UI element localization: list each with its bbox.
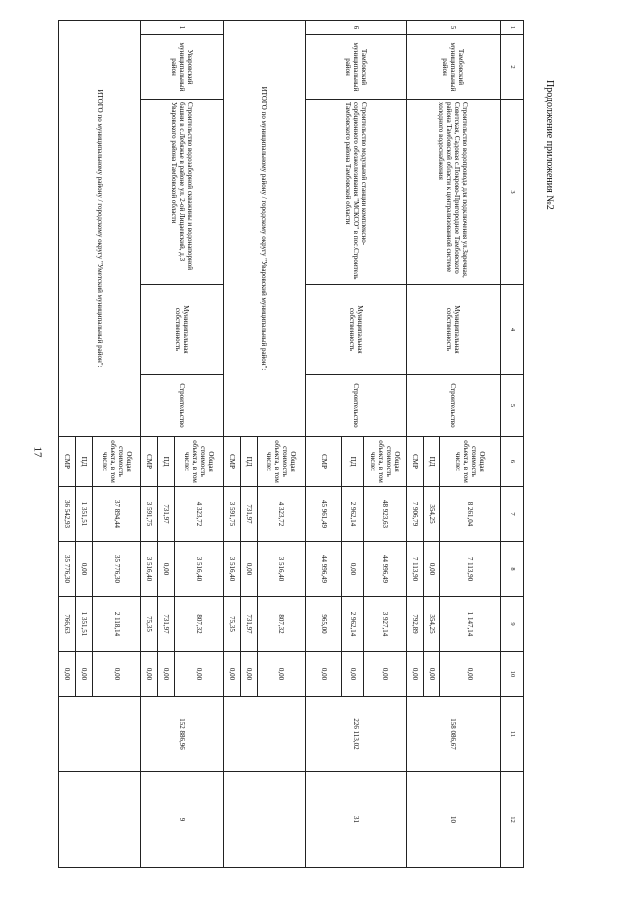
table-row (440, 21, 501, 868)
cost-label: Общая стоимость объекта, в том числе: (440, 437, 501, 487)
value-cell: 2 118,14 (93, 597, 141, 652)
value-cell: 2 962,14 (342, 597, 364, 652)
table-row (364, 21, 407, 868)
column-number: 12 (501, 772, 524, 868)
value-cell: 731,97 (158, 487, 175, 542)
value-cell: 0,00 (76, 542, 93, 597)
value-cell: 45 961,49 (305, 487, 341, 542)
column-number-row (501, 21, 524, 868)
column-number: 11 (501, 697, 524, 772)
column-number: 3 (501, 100, 524, 285)
value-cell: 0,00 (305, 652, 341, 697)
cost-label: ПД (240, 437, 257, 487)
ownership-cell: Муниципальная собственность (406, 285, 500, 375)
cost-label: Общая стоимость объекта, в том числе: (175, 437, 223, 487)
value-cell: 7 906,79 (406, 487, 423, 542)
value-cell: 731,97 (158, 597, 175, 652)
total-label: ИТОГО по муниципальному району / городскому округу "Уметский муниципальный район": (59, 21, 141, 437)
value-cell: 48 923,63 (364, 487, 407, 542)
cost-label: Общая стоимость объекта, в том числе: (364, 437, 407, 487)
value-cell: 75,35 (223, 597, 240, 652)
value-cell: 44 996,49 (305, 542, 341, 597)
value-cell: 3 591,75 (141, 487, 158, 542)
cost-label: ПД (342, 437, 364, 487)
value-cell: 31 (305, 772, 406, 868)
value-cell: 7 113,90 (406, 542, 423, 597)
value-cell: 1 351,51 (76, 597, 93, 652)
work-type-cell: Строительство (406, 375, 500, 437)
value-cell: 3 516,40 (175, 542, 223, 597)
work-type-cell: Строительство (305, 375, 406, 437)
total-label: ИТОГО по муниципальному району / городскому округу "Уваровский муниципальный район": (223, 21, 305, 437)
value-cell: 2 962,14 (342, 487, 364, 542)
column-number: 10 (501, 652, 524, 697)
cost-label: СМР (305, 437, 341, 487)
ownership-cell: Муниципальная собственность (141, 285, 223, 375)
value-cell: 807,32 (257, 597, 305, 652)
value-cell: 3 927,14 (364, 597, 407, 652)
value-cell: 965,00 (305, 597, 341, 652)
page-number: 17 (31, 446, 44, 458)
cost-label: СМР (59, 437, 76, 487)
object-name-cell: Строительство водозаборной скважины и водонапорной башни в с.Лебяжье в районе ул. 2-ой Лицаевский, д.3 Уваровского района Тамбовской области (141, 100, 223, 285)
value-cell: 4 323,72 (175, 487, 223, 542)
value-cell: 158 086,67 (406, 697, 500, 772)
value-cell: 0,00 (342, 542, 364, 597)
cost-label: ПД (423, 437, 440, 487)
column-number: 6 (501, 437, 524, 487)
cost-label: ПД (158, 437, 175, 487)
empty-cell (223, 772, 305, 868)
value-cell: 3 591,75 (223, 487, 240, 542)
value-cell: 0,00 (240, 652, 257, 697)
object-name-cell: Строительство модульной станции комплексно-сорбционного обезжелезивания "МСКСО" в пос.Строитель Тамбовского района Тамбовской области (305, 100, 406, 285)
row-number: 6 (305, 21, 406, 35)
value-cell: 9 (141, 772, 223, 868)
value-cell: 8 261,04 (440, 487, 501, 542)
value-cell: 10 (406, 772, 500, 868)
value-cell: 75,35 (141, 597, 158, 652)
appendix-table (58, 20, 524, 867)
value-cell: 766,63 (59, 597, 76, 652)
value-cell: 354,25 (423, 597, 440, 652)
value-cell: 0,00 (423, 652, 440, 697)
district-cell: Уваровский муниципальный район (141, 35, 223, 100)
value-cell: 0,00 (158, 652, 175, 697)
column-number: 1 (501, 21, 524, 35)
value-cell: 1 351,51 (76, 487, 93, 542)
column-number: 5 (501, 375, 524, 437)
ownership-cell: Муниципальная собственность (305, 285, 406, 375)
value-cell: 35 776,30 (93, 542, 141, 597)
row-number: 1 (141, 21, 223, 35)
value-cell: 0,00 (59, 652, 76, 697)
value-cell: 0,00 (342, 652, 364, 697)
value-cell: 0,00 (141, 652, 158, 697)
value-cell: 0,00 (223, 652, 240, 697)
value-cell: 731,97 (240, 597, 257, 652)
district-cell: Тамбовский муниципальный район (305, 35, 406, 100)
cost-label: СМР (406, 437, 423, 487)
object-name-cell: Строительство водопровода для подключения ул.Заречная, Советская, Садовая с.Покрово-Пригородное Тамбовского района Тамбовской области к централизованной системе холодного водоснабжения (406, 100, 500, 285)
cost-label: Общая стоимость объекта, в том числе: (257, 437, 305, 487)
value-cell: 0,00 (364, 652, 407, 697)
total-row (257, 21, 305, 868)
cost-label: Общая стоимость объекта, в том числе: (93, 437, 141, 487)
value-cell: 0,00 (158, 542, 175, 597)
value-cell: 792,89 (406, 597, 423, 652)
value-cell: 35 776,30 (59, 542, 76, 597)
column-number: 2 (501, 35, 524, 100)
value-cell: 731,97 (240, 487, 257, 542)
column-number: 7 (501, 487, 524, 542)
value-cell: 36 542,93 (59, 487, 76, 542)
value-cell: 37 894,44 (93, 487, 141, 542)
value-cell: 4 323,72 (257, 487, 305, 542)
row-number: 5 (406, 21, 500, 35)
value-cell: 0,00 (423, 542, 440, 597)
value-cell: 226 113,02 (305, 697, 406, 772)
value-cell: 0,00 (76, 652, 93, 697)
empty-cell (223, 697, 305, 772)
empty-cell (59, 772, 141, 868)
value-cell: 0,00 (175, 652, 223, 697)
cost-label: СМР (141, 437, 158, 487)
value-cell: 807,32 (175, 597, 223, 652)
value-cell: 0,00 (440, 652, 501, 697)
value-cell: 0,00 (406, 652, 423, 697)
empty-cell (59, 697, 141, 772)
work-type-cell: Строительство (141, 375, 223, 437)
value-cell: 3 516,40 (141, 542, 158, 597)
value-cell: 0,00 (257, 652, 305, 697)
total-row (93, 21, 141, 868)
value-cell: 0,00 (93, 652, 141, 697)
district-cell: Тамбовский муниципальный район (406, 35, 500, 100)
value-cell: 3 516,40 (223, 542, 240, 597)
value-cell: 152 886,96 (141, 697, 223, 772)
value-cell: 44 996,49 (364, 542, 407, 597)
value-cell: 1 147,14 (440, 597, 501, 652)
table-row (175, 21, 223, 868)
column-number: 9 (501, 597, 524, 652)
cost-label: ПД (76, 437, 93, 487)
continuation-title: Продолжение приложения №2 (544, 80, 555, 210)
value-cell: 3 516,40 (257, 542, 305, 597)
column-number: 4 (501, 285, 524, 375)
cost-label: СМР (223, 437, 240, 487)
column-number: 8 (501, 542, 524, 597)
value-cell: 354,25 (423, 487, 440, 542)
value-cell: 7 113,90 (440, 542, 501, 597)
value-cell: 0,00 (240, 542, 257, 597)
